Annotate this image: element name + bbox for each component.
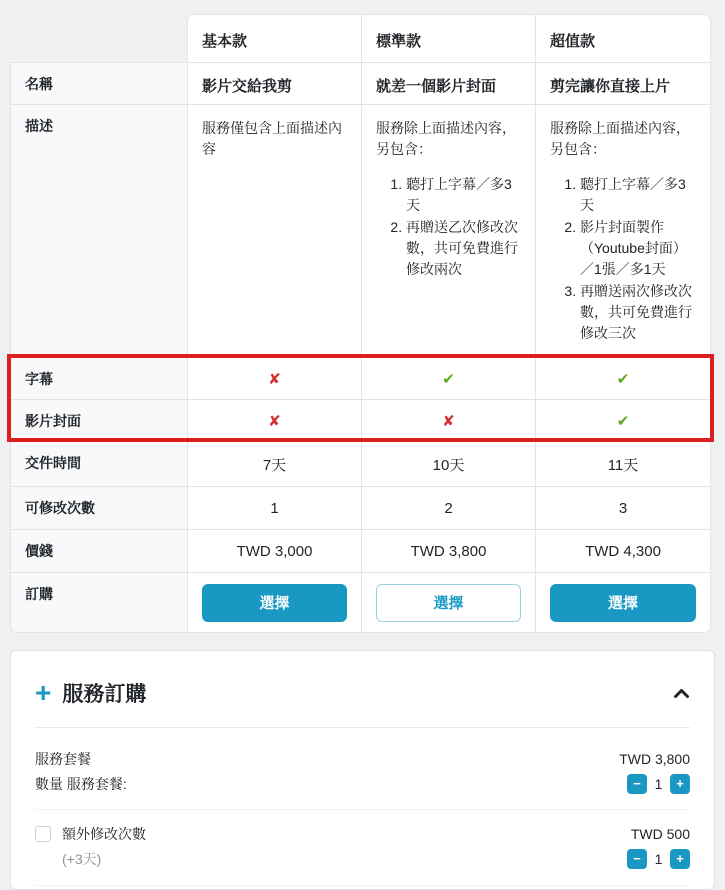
package-row xyxy=(35,728,690,769)
plan-header-basic: 基本款 xyxy=(187,14,361,62)
plan-name-standard: 就差一個影片封面 xyxy=(361,62,535,104)
desc-intro: 服務除上面描述內容，另包含： xyxy=(550,120,690,157)
package-price: TWD 3,800 xyxy=(619,751,690,767)
subtitles-basic xyxy=(187,357,361,399)
plus-button[interactable]: + xyxy=(670,849,690,869)
cross-icon: ✘ xyxy=(442,412,455,430)
revisions-basic: 1 xyxy=(187,486,361,529)
pricing-table-wrap xyxy=(10,14,711,633)
desc-list xyxy=(550,174,696,344)
check-icon: ✔ xyxy=(616,412,630,430)
row-label-price: 價錢 xyxy=(10,529,187,572)
service-order-title: 服務訂購 xyxy=(62,683,147,706)
package-quantity-row xyxy=(35,774,690,794)
subtitles-standard xyxy=(361,357,535,399)
desc-intro: 服務僅包含上面描述內容 xyxy=(202,120,342,157)
header-empty-cell xyxy=(10,14,187,62)
addon-label: 額外修改次數 xyxy=(62,826,146,842)
order-basic xyxy=(187,572,361,633)
addon-bottom-divider xyxy=(35,885,690,886)
order-standard xyxy=(361,572,535,633)
cover-standard xyxy=(361,399,535,441)
addon-note: (+3天) xyxy=(62,851,102,867)
package-quantity-stepper xyxy=(627,774,690,794)
plan-name-premium: 剪完讓你直接上片 xyxy=(535,62,711,104)
price-premium: TWD 4,300 xyxy=(535,529,711,572)
service-order-header[interactable] xyxy=(35,651,690,727)
addon-quantity-stepper xyxy=(627,849,690,869)
order-premium xyxy=(535,572,711,633)
addon-note-row xyxy=(35,849,690,869)
price-basic: TWD 3,000 xyxy=(187,529,361,572)
pricing-table xyxy=(10,14,711,633)
desc-item: 3. 再贈送兩次修改次數，共可免費進行修改三次 xyxy=(580,281,696,344)
desc-item: 1. 聽打上字幕／多3天 xyxy=(580,174,696,216)
choose-button-standard[interactable]: 選擇 xyxy=(376,584,521,622)
desc-item: 2. 再贈送乙次修改次數，共可免費進行修改兩次 xyxy=(406,217,521,280)
plus-button[interactable]: + xyxy=(670,774,690,794)
addon-price: TWD 500 xyxy=(630,826,690,842)
package-label: 服務套餐 xyxy=(35,751,91,767)
desc-list xyxy=(376,174,521,280)
row-label-name: 名稱 xyxy=(10,62,187,104)
revisions-standard: 2 xyxy=(361,486,535,529)
package-quantity-label: 數量 服務套餐: xyxy=(35,776,127,792)
delivery-premium: 11天 xyxy=(535,441,711,486)
delivery-standard: 10天 xyxy=(361,441,535,486)
row-label-description: 描述 xyxy=(10,104,187,357)
choose-button-basic[interactable]: 選擇 xyxy=(202,584,347,622)
cross-icon: ✘ xyxy=(268,412,281,430)
price-standard: TWD 3,800 xyxy=(361,529,535,572)
cover-premium xyxy=(535,399,711,441)
addon-quantity-value: 1 xyxy=(654,851,663,867)
plan-header-premium: 超值款 xyxy=(535,14,711,62)
row-label-delivery: 交件時間 xyxy=(10,441,187,486)
desc-item: 2. 影片封面製作（Youtube封面）／1張／多1天 xyxy=(580,217,696,280)
addon-block xyxy=(35,809,690,886)
revisions-premium: 3 xyxy=(535,486,711,529)
delivery-basic: 7天 xyxy=(187,441,361,486)
minus-button[interactable]: − xyxy=(627,849,647,869)
check-icon: ✔ xyxy=(442,370,455,388)
plan-header-standard: 標準款 xyxy=(361,14,535,62)
cross-icon: ✘ xyxy=(268,370,281,388)
quantity-value: 1 xyxy=(654,776,663,792)
desc-intro: 服務除上面描述內容，另包含： xyxy=(376,120,516,157)
check-icon: ✔ xyxy=(616,370,630,388)
row-label-order: 訂購 xyxy=(10,572,187,633)
subtitles-premium xyxy=(535,357,711,399)
plan-name-basic: 影片交給我剪 xyxy=(187,62,361,104)
plan-desc-premium xyxy=(535,104,711,357)
row-label-revisions: 可修改次數 xyxy=(10,486,187,529)
row-label-cover: 影片封面 xyxy=(10,399,187,441)
row-label-subtitles: 字幕 xyxy=(10,357,187,399)
cover-basic xyxy=(187,399,361,441)
plan-desc-basic xyxy=(187,104,361,357)
desc-item: 1. 聽打上字幕／多3天 xyxy=(406,174,521,216)
plan-desc-standard xyxy=(361,104,535,357)
plus-icon: + xyxy=(35,677,52,708)
addon-row xyxy=(35,824,690,844)
addon-checkbox[interactable] xyxy=(35,826,51,842)
service-order-card xyxy=(10,650,715,890)
choose-button-premium[interactable]: 選擇 xyxy=(550,584,696,622)
chevron-up-icon[interactable] xyxy=(673,688,690,699)
minus-button[interactable]: − xyxy=(627,774,647,794)
